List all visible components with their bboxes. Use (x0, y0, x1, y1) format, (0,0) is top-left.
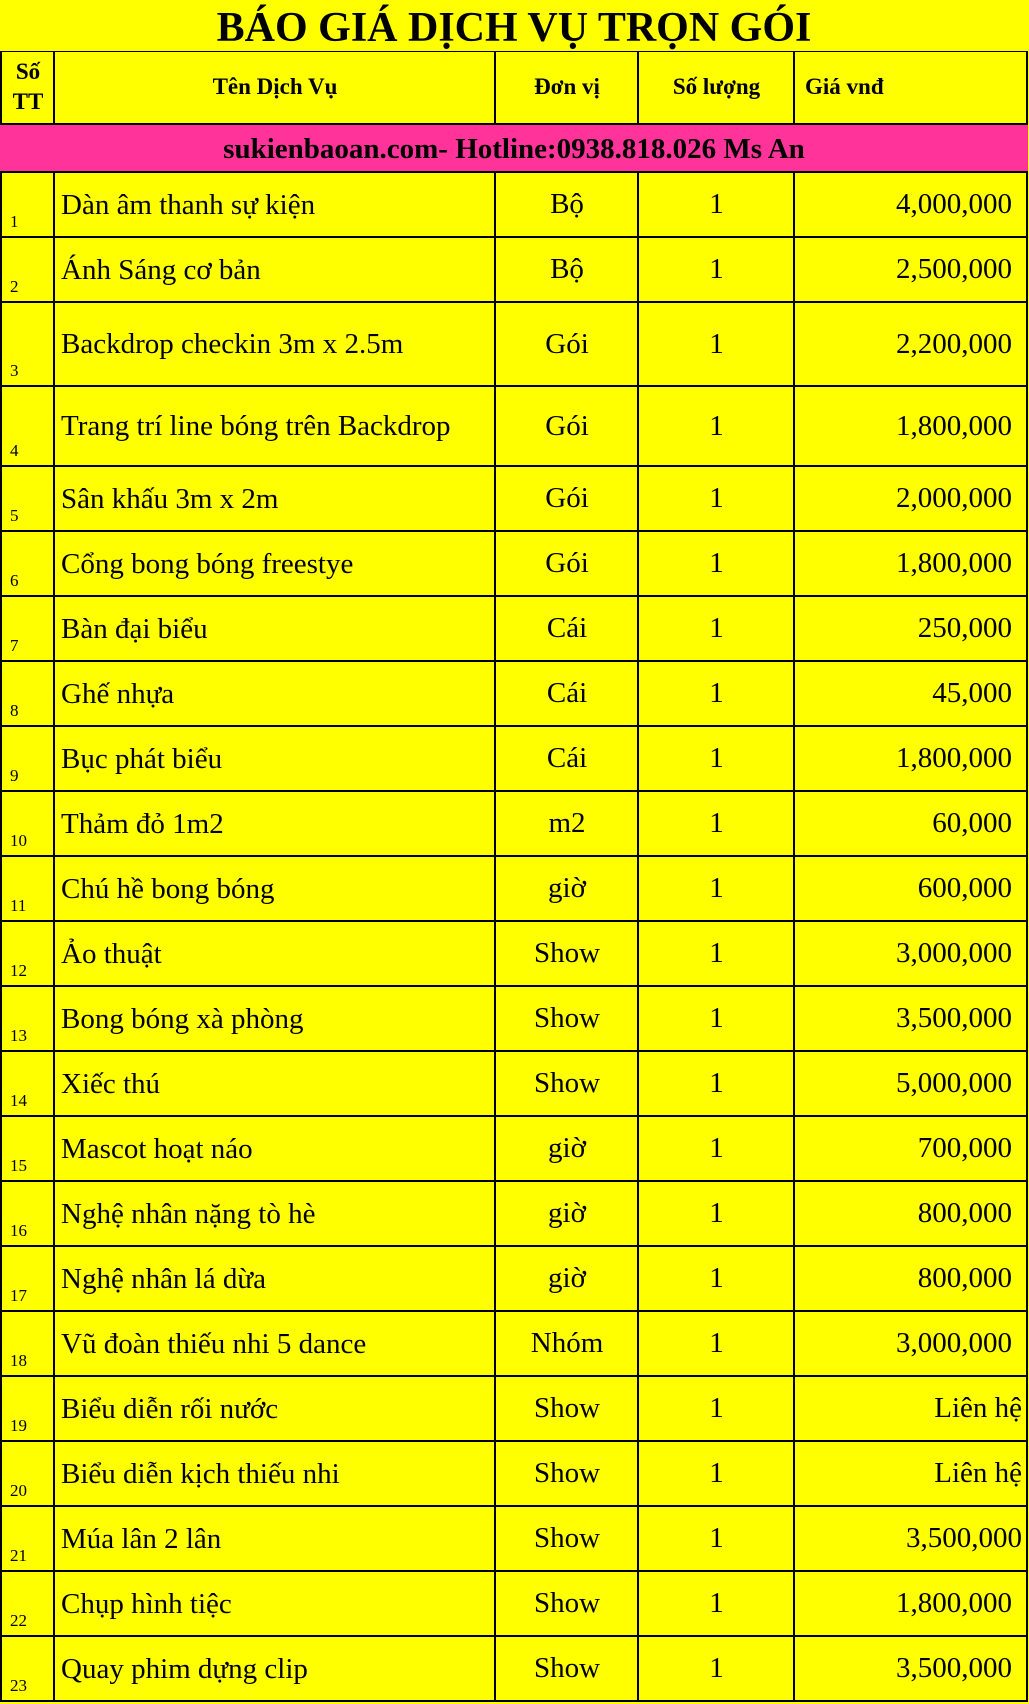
service-unit: giờ (494, 1117, 638, 1182)
table-header (0, 51, 1028, 125)
service-price: 45,000 (793, 662, 1028, 727)
table-row (0, 727, 1028, 792)
table-row (0, 987, 1028, 1052)
service-name: Ảo thuật (53, 922, 495, 987)
service-name: Nghệ nhân nặng tò hè (53, 1182, 495, 1247)
table-row (0, 467, 1028, 532)
service-name: Bong bóng xà phòng (53, 987, 495, 1052)
service-quantity: 1 (637, 1507, 794, 1572)
service-unit: giờ (494, 1182, 638, 1247)
row-number: 13 (0, 987, 54, 1052)
service-unit: Show (494, 922, 638, 987)
service-price: 800,000 (793, 1247, 1028, 1312)
row-number: 23 (0, 1637, 54, 1702)
table-row (0, 173, 1028, 238)
service-quantity: 1 (637, 662, 794, 727)
service-unit: Show (494, 1637, 638, 1702)
service-quantity: 1 (637, 173, 794, 238)
table-row (0, 303, 1028, 387)
row-number: 4 (0, 387, 54, 467)
service-quantity: 1 (637, 1247, 794, 1312)
service-price: 1,800,000 (793, 1572, 1028, 1637)
table-row (0, 857, 1028, 922)
table-row (0, 792, 1028, 857)
table-row (0, 1247, 1028, 1312)
service-quantity: 1 (637, 1117, 794, 1182)
row-number: 7 (0, 597, 54, 662)
service-price: 800,000 (793, 1182, 1028, 1247)
service-price: 1,800,000 (793, 387, 1028, 467)
service-name: Nghệ nhân lá dừa (53, 1247, 495, 1312)
service-unit: Show (494, 1507, 638, 1572)
service-price: 2,000,000 (793, 467, 1028, 532)
row-number: 21 (0, 1507, 54, 1572)
service-unit: m2 (494, 792, 638, 857)
table-row (0, 1182, 1028, 1247)
service-quantity: 1 (637, 238, 794, 303)
row-number: 16 (0, 1182, 54, 1247)
service-price: 3,500,000 (793, 987, 1028, 1052)
service-unit: Nhóm (494, 1312, 638, 1377)
service-price: Liên hệ (793, 1442, 1028, 1507)
hotline-banner: sukienbaoan.com- Hotline:0938.818.026 Ms An (0, 125, 1028, 173)
service-quantity: 1 (637, 387, 794, 467)
row-number: 9 (0, 727, 54, 792)
service-name: Dàn âm thanh sự kiện (53, 173, 495, 238)
service-unit: Gói (494, 303, 638, 387)
table-row (0, 1507, 1028, 1572)
service-name: Biểu diễn rối nước (53, 1377, 495, 1442)
service-name: Chú hề bong bóng (53, 857, 495, 922)
service-unit: giờ (494, 1247, 638, 1312)
row-number: 20 (0, 1442, 54, 1507)
row-number: 10 (0, 792, 54, 857)
service-unit: Show (494, 1572, 638, 1637)
service-unit: Cái (494, 597, 638, 662)
service-unit: Show (494, 1442, 638, 1507)
service-quantity: 1 (637, 857, 794, 922)
row-number: 17 (0, 1247, 54, 1312)
table-row (0, 1377, 1028, 1442)
service-unit: Gói (494, 467, 638, 532)
service-name: Quay phim dựng clip (53, 1637, 495, 1702)
sheet-title: BÁO GIÁ DỊCH VỤ TRỌN GÓI (0, 0, 1028, 52)
service-unit: giờ (494, 857, 638, 922)
service-name: Múa lân 2 lân (53, 1507, 495, 1572)
header-qty: Số lượng (637, 51, 794, 125)
service-quantity: 1 (637, 1442, 794, 1507)
table-row (0, 1572, 1028, 1637)
service-quantity: 1 (637, 532, 794, 597)
service-price: 1,800,000 (793, 727, 1028, 792)
row-number: 1 (0, 173, 54, 238)
table-row (0, 1312, 1028, 1377)
table-row (0, 238, 1028, 303)
service-name: Xiếc thú (53, 1052, 495, 1117)
service-name: Cổng bong bóng freestye (53, 532, 495, 597)
service-price: 1,800,000 (793, 532, 1028, 597)
service-quantity: 1 (637, 1377, 794, 1442)
service-unit: Bộ (494, 238, 638, 303)
table-row (0, 1442, 1028, 1507)
table-row (0, 922, 1028, 987)
row-number: 8 (0, 662, 54, 727)
table-row (0, 1052, 1028, 1117)
table-row (0, 662, 1028, 727)
service-quantity: 1 (637, 303, 794, 387)
row-number: 22 (0, 1572, 54, 1637)
service-quantity: 1 (637, 727, 794, 792)
service-price: 700,000 (793, 1117, 1028, 1182)
header-no: Số TT (0, 51, 54, 125)
service-unit: Bộ (494, 173, 638, 238)
service-price: 60,000 (793, 792, 1028, 857)
service-price: 4,000,000 (793, 173, 1028, 238)
service-name: Ánh Sáng cơ bản (53, 238, 495, 303)
service-unit: Show (494, 1052, 638, 1117)
row-number: 14 (0, 1052, 54, 1117)
service-quantity: 1 (637, 1182, 794, 1247)
service-unit: Gói (494, 532, 638, 597)
service-price: 3,000,000 (793, 1312, 1028, 1377)
service-quantity: 1 (637, 467, 794, 532)
row-number: 2 (0, 238, 54, 303)
service-name: Ghế nhựa (53, 662, 495, 727)
row-number: 5 (0, 467, 54, 532)
row-number: 11 (0, 857, 54, 922)
row-number: 3 (0, 303, 54, 387)
service-unit: Gói (494, 387, 638, 467)
service-name: Chụp hình tiệc (53, 1572, 495, 1637)
service-price: 5,000,000 (793, 1052, 1028, 1117)
service-name: Vũ đoàn thiếu nhi 5 dance (53, 1312, 495, 1377)
table-row (0, 597, 1028, 662)
service-quantity: 1 (637, 792, 794, 857)
service-price: 3,500,000 (793, 1637, 1028, 1702)
row-number: 12 (0, 922, 54, 987)
header-unit: Đơn vị (494, 51, 638, 125)
service-price: 2,500,000 (793, 238, 1028, 303)
header-price: Giá vnđ (793, 51, 1028, 125)
row-number: 6 (0, 532, 54, 597)
service-price: 600,000 (793, 857, 1028, 922)
service-quantity: 1 (637, 922, 794, 987)
service-name: Biểu diễn kịch thiếu nhi (53, 1442, 495, 1507)
service-quantity: 1 (637, 1052, 794, 1117)
service-name: Bàn đại biểu (53, 597, 495, 662)
row-number: 19 (0, 1377, 54, 1442)
service-unit: Show (494, 1377, 638, 1442)
service-price: 3,500,000 (793, 1507, 1028, 1572)
service-quantity: 1 (637, 597, 794, 662)
table-row (0, 532, 1028, 597)
service-price: Liên hệ (793, 1377, 1028, 1442)
table-row (0, 387, 1028, 467)
service-name: Trang trí line bóng trên Backdrop (53, 387, 495, 467)
service-price: 2,200,000 (793, 303, 1028, 387)
service-name: Thảm đỏ 1m2 (53, 792, 495, 857)
service-quantity: 1 (637, 1572, 794, 1637)
service-price: 250,000 (793, 597, 1028, 662)
service-quantity: 1 (637, 1637, 794, 1702)
service-unit: Cái (494, 727, 638, 792)
service-name: Mascot hoạt náo (53, 1117, 495, 1182)
service-price: 3,000,000 (793, 922, 1028, 987)
table-row (0, 1117, 1028, 1182)
service-quantity: 1 (637, 987, 794, 1052)
row-number: 15 (0, 1117, 54, 1182)
header-name: Tên Dịch Vụ (53, 51, 495, 125)
service-quantity: 1 (637, 1312, 794, 1377)
service-name: Bục phát biểu (53, 727, 495, 792)
service-name: Sân khấu 3m x 2m (53, 467, 495, 532)
row-number: 18 (0, 1312, 54, 1377)
table-row (0, 1637, 1028, 1702)
service-unit: Show (494, 987, 638, 1052)
service-unit: Cái (494, 662, 638, 727)
service-name: Backdrop checkin 3m x 2.5m (53, 303, 495, 387)
